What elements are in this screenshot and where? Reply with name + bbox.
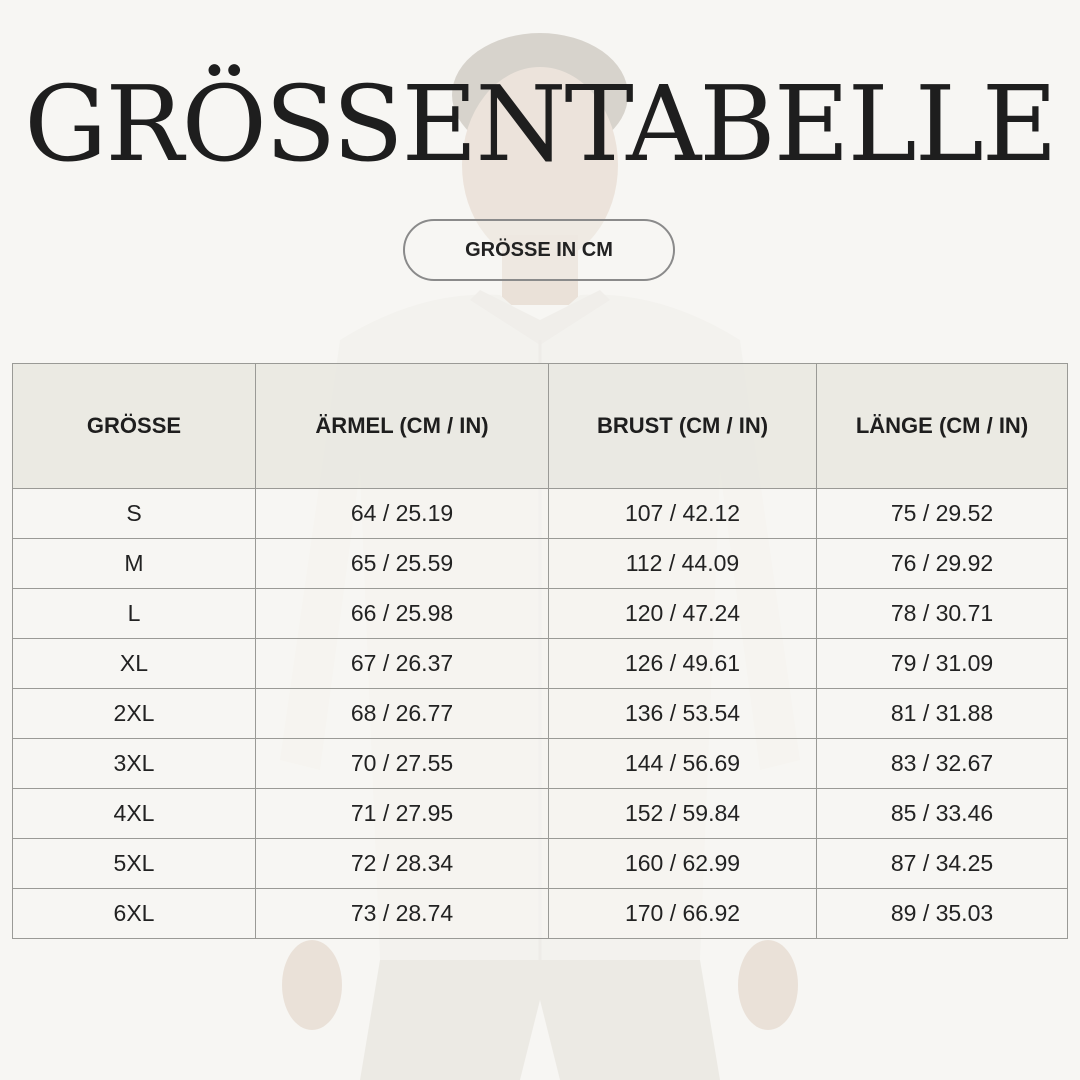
header-sleeve: ÄRMEL (CM / IN) [256,364,549,489]
cell-size: 5XL [13,839,256,889]
cell-sleeve: 73 / 28.74 [256,889,549,939]
cell-size: XL [13,639,256,689]
cell-length: 76 / 29.92 [817,539,1068,589]
cell-length: 81 / 31.88 [817,689,1068,739]
cell-length: 78 / 30.71 [817,589,1068,639]
cell-sleeve: 65 / 25.59 [256,539,549,589]
cell-length: 75 / 29.52 [817,489,1068,539]
cell-chest: 160 / 62.99 [549,839,817,889]
table-row [13,589,1068,639]
table-row [13,789,1068,839]
cell-sleeve: 72 / 28.34 [256,839,549,889]
cell-chest: 144 / 56.69 [549,739,817,789]
table-row [13,689,1068,739]
header-length: LÄNGE (CM / IN) [817,364,1068,489]
cell-chest: 136 / 53.54 [549,689,817,739]
cell-chest: 126 / 49.61 [549,639,817,689]
cell-length: 89 / 35.03 [817,889,1068,939]
cell-sleeve: 66 / 25.98 [256,589,549,639]
table-row [13,539,1068,589]
header-size: GRÖSSE [13,364,256,489]
cell-chest: 107 / 42.12 [549,489,817,539]
cell-size: 4XL [13,789,256,839]
cell-length: 85 / 33.46 [817,789,1068,839]
cell-sleeve: 71 / 27.95 [256,789,549,839]
cell-size: M [13,539,256,589]
table-row [13,739,1068,789]
cell-length: 87 / 34.25 [817,839,1068,889]
cell-chest: 112 / 44.09 [549,539,817,589]
unit-badge [403,219,675,281]
cell-size: S [13,489,256,539]
cell-sleeve: 68 / 26.77 [256,689,549,739]
header-chest: BRUST (CM / IN) [549,364,817,489]
cell-sleeve: 70 / 27.55 [256,739,549,789]
cell-length: 79 / 31.09 [817,639,1068,689]
cell-chest: 120 / 47.24 [549,589,817,639]
table-row [13,639,1068,689]
cell-sleeve: 67 / 26.37 [256,639,549,689]
cell-length: 83 / 32.67 [817,739,1068,789]
cell-chest: 170 / 66.92 [549,889,817,939]
cell-size: 6XL [13,889,256,939]
table-header-row [13,364,1068,489]
cell-size: 2XL [13,689,256,739]
table-row [13,889,1068,939]
cell-sleeve: 64 / 25.19 [256,489,549,539]
cell-size: L [13,589,256,639]
page-title: GRÖSSENTABELLE [24,63,1056,185]
unit-badge-label: GRÖSSE IN CM [465,238,613,261]
size-table [12,363,1068,939]
table-row [13,839,1068,889]
cell-chest: 152 / 59.84 [549,789,817,839]
cell-size: 3XL [13,739,256,789]
table-row [13,489,1068,539]
